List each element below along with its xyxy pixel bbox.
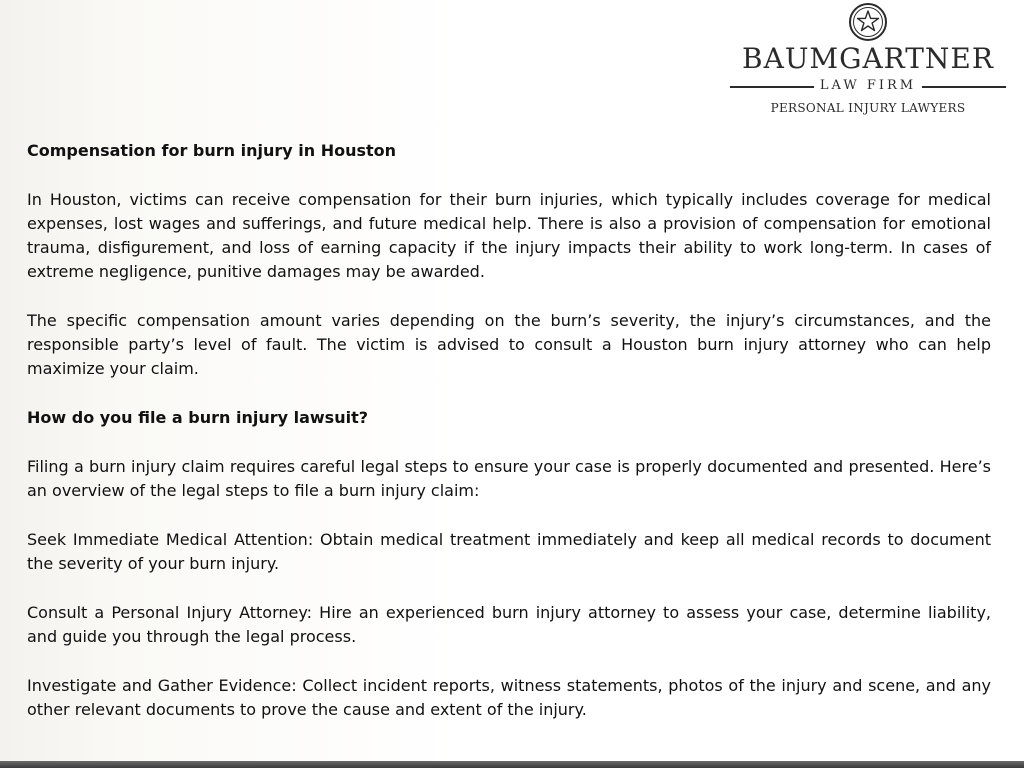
- paragraph-filing-intro: Filing a burn injury claim requires careful legal steps to ensure your case is properly documented and presented. Here’s an overview of the legal steps to file a burn injury claim:: [27, 457, 991, 500]
- logo-divider-right: [922, 86, 1006, 88]
- logo-subtitle-text: LAW FIRM: [819, 78, 917, 93]
- paragraph-step-consult-attorney: Consult a Personal Injury Attorney: Hire an experienced burn injury attorney to assess your case, determine liability, and guide you through the legal process.: [27, 603, 991, 646]
- section-heading-compensation: Compensation for burn injury in Houston: [27, 141, 397, 160]
- section-heading-lawsuit: How do you file a burn injury lawsuit?: [27, 408, 368, 427]
- paragraph-step-gather-evidence: Investigate and Gather Evidence: Collect incident reports, witness statements, photos of the injury and scene, and any other relevant documents to prove the cause and extent of the injury.: [27, 676, 991, 719]
- paragraph-compensation-amount: The specific compensation amount varies depending on the burn’s severity, the injury’s circumstances, and the responsible party’s level of fault. The victim is advised to consult a Houston burn injury attorney who can help maximize your claim.: [27, 311, 991, 378]
- paragraph-compensation-overview: In Houston, victims can receive compensation for their burn injuries, which typically includes coverage for medical expenses, lost wages and sufferings, and future medical help. There is also a provision of compensation for emotional trauma, disfigurement, and loss of earning capacity if the injury impacts their ability to work long-term. In cases of extreme negligence, punitive damages may be awarded.: [27, 190, 991, 281]
- logo-subtitle: [722, 76, 1014, 96]
- logo-tagline: PERSONAL INJURY LAWYERS: [770, 101, 966, 115]
- bottom-divider: [0, 761, 1024, 768]
- article-content: [27, 139, 991, 747]
- paragraph-step-medical-attention: Seek Immediate Medical Attention: Obtain medical treatment immediately and keep all medical records to document the severity of your burn injury.: [27, 530, 991, 573]
- star-seal-icon: [848, 2, 888, 42]
- logo-divider-left: [730, 86, 814, 88]
- logo-firm-name: BAUMGARTNER: [742, 42, 994, 75]
- firm-logo: [722, 0, 1014, 122]
